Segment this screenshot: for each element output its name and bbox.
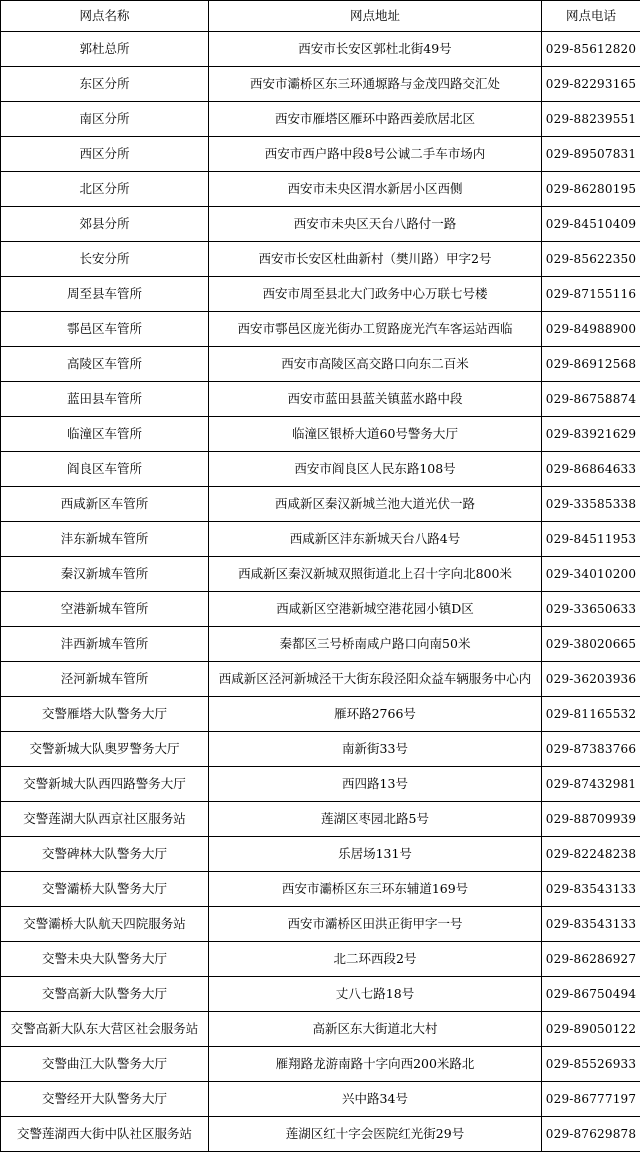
cell-address: 莲湖区枣园北路5号 <box>209 802 542 837</box>
cell-address: 西咸新区秦汉新城兰池大道光伏一路 <box>209 487 542 522</box>
table-row <box>1 137 640 172</box>
table-row <box>1 102 640 137</box>
table-header <box>1 1 640 32</box>
cell-address: 西咸新区秦汉新城双照街道北上召十字向北800米 <box>209 557 542 592</box>
table-row <box>1 32 640 67</box>
table-row <box>1 1117 640 1152</box>
cell-name: 蓝田县车管所 <box>1 382 209 417</box>
cell-address: 西安市雁塔区雁环中路西姜欣居北区 <box>209 102 542 137</box>
cell-address: 西咸新区泾河新城泾干大街东段泾阳众益车辆服务中心内 <box>209 662 542 697</box>
cell-phone: 029-83543133 <box>542 872 640 907</box>
table-row <box>1 942 640 977</box>
table-row <box>1 732 640 767</box>
cell-phone: 029-87432981 <box>542 767 640 802</box>
cell-address: 西安市阎良区人民东路108号 <box>209 452 542 487</box>
cell-name: 临潼区车管所 <box>1 417 209 452</box>
cell-name: 交警灞桥大队警务大厅 <box>1 872 209 907</box>
cell-address: 丈八七路18号 <box>209 977 542 1012</box>
cell-address: 雁环路2766号 <box>209 697 542 732</box>
cell-phone: 029-87629878 <box>542 1117 640 1152</box>
cell-address: 西安市周至县北大门政务中心万联七号楼 <box>209 277 542 312</box>
table-row <box>1 452 640 487</box>
table-row <box>1 522 640 557</box>
cell-phone: 029-34010200 <box>542 557 640 592</box>
table-row <box>1 767 640 802</box>
cell-name: 沣西新城车管所 <box>1 627 209 662</box>
cell-phone: 029-88709939 <box>542 802 640 837</box>
cell-name: 交警曲江大队警务大厅 <box>1 1047 209 1082</box>
table-row <box>1 557 640 592</box>
cell-name: 郭杜总所 <box>1 32 209 67</box>
cell-phone: 029-86286927 <box>542 942 640 977</box>
table-row <box>1 592 640 627</box>
cell-address: 西咸新区空港新城空港花园小镇D区 <box>209 592 542 627</box>
cell-name: 高陵区车管所 <box>1 347 209 382</box>
cell-name: 北区分所 <box>1 172 209 207</box>
cell-address: 兴中路34号 <box>209 1082 542 1117</box>
cell-name: 郊县分所 <box>1 207 209 242</box>
cell-address: 西安市蓝田县蓝关镇蓝水路中段 <box>209 382 542 417</box>
cell-name: 泾河新城车管所 <box>1 662 209 697</box>
cell-phone: 029-84510409 <box>542 207 640 242</box>
cell-phone: 029-83921629 <box>542 417 640 452</box>
cell-address: 西安市未央区渭水新居小区西侧 <box>209 172 542 207</box>
header-address: 网点地址 <box>209 1 542 32</box>
cell-address: 西安市长安区郭杜北街49号 <box>209 32 542 67</box>
cell-name: 交警高新大队东大营区社会服务站 <box>1 1012 209 1047</box>
cell-phone: 029-85526933 <box>542 1047 640 1082</box>
cell-name: 周至县车管所 <box>1 277 209 312</box>
table-row <box>1 627 640 662</box>
cell-address: 临潼区银桥大道60号警务大厅 <box>209 417 542 452</box>
cell-phone: 029-86864633 <box>542 452 640 487</box>
table-row <box>1 382 640 417</box>
cell-name: 鄠邑区车管所 <box>1 312 209 347</box>
table-row <box>1 487 640 522</box>
cell-name: 交警未央大队警务大厅 <box>1 942 209 977</box>
cell-phone: 029-86912568 <box>542 347 640 382</box>
cell-phone: 029-86280195 <box>542 172 640 207</box>
cell-name: 交警雁塔大队警务大厅 <box>1 697 209 732</box>
cell-name: 长安分所 <box>1 242 209 277</box>
cell-address: 西安市长安区杜曲新村（樊川路）甲字2号 <box>209 242 542 277</box>
cell-address: 秦都区三号桥南咸户路口向南50米 <box>209 627 542 662</box>
table-row <box>1 802 640 837</box>
cell-phone: 029-86758874 <box>542 382 640 417</box>
cell-address: 西安市灞桥区东三环东辅道169号 <box>209 872 542 907</box>
cell-address: 西安市灞桥区田洪正街甲字一号 <box>209 907 542 942</box>
cell-phone: 029-88239551 <box>542 102 640 137</box>
table-row <box>1 1012 640 1047</box>
table-row <box>1 172 640 207</box>
cell-address: 西安市鄠邑区庞光街办工贸路庞光汽车客运站西临 <box>209 312 542 347</box>
cell-name: 沣东新城车管所 <box>1 522 209 557</box>
cell-name: 交警灞桥大队航天四院服务站 <box>1 907 209 942</box>
cell-phone: 029-86777197 <box>542 1082 640 1117</box>
cell-name: 交警高新大队警务大厅 <box>1 977 209 1012</box>
table-row <box>1 1047 640 1082</box>
cell-name: 交警新城大队奥罗警务大厅 <box>1 732 209 767</box>
table-row <box>1 207 640 242</box>
cell-address: 西安市西户路中段8号公诚二手车市场内 <box>209 137 542 172</box>
table-row <box>1 67 640 102</box>
table-row <box>1 417 640 452</box>
cell-address: 莲湖区红十字会医院红光街29号 <box>209 1117 542 1152</box>
cell-name: 交警莲湖大队西京社区服务站 <box>1 802 209 837</box>
cell-name: 西区分所 <box>1 137 209 172</box>
cell-address: 乐居场131号 <box>209 837 542 872</box>
table-row <box>1 347 640 382</box>
table-row <box>1 697 640 732</box>
table-row <box>1 312 640 347</box>
header-row <box>1 1 640 32</box>
cell-phone: 029-38020665 <box>542 627 640 662</box>
cell-address: 南新街33号 <box>209 732 542 767</box>
table-row <box>1 277 640 312</box>
table-body <box>1 32 640 1152</box>
cell-phone: 029-33650633 <box>542 592 640 627</box>
cell-phone: 029-87383766 <box>542 732 640 767</box>
cell-phone: 029-89507831 <box>542 137 640 172</box>
cell-address: 西四路13号 <box>209 767 542 802</box>
cell-phone: 029-85622350 <box>542 242 640 277</box>
cell-phone: 029-84511953 <box>542 522 640 557</box>
cell-address: 西安市高陵区高交路口向东二百米 <box>209 347 542 382</box>
cell-name: 西咸新区车管所 <box>1 487 209 522</box>
cell-name: 秦汉新城车管所 <box>1 557 209 592</box>
cell-address: 北二环西段2号 <box>209 942 542 977</box>
cell-phone: 029-83543133 <box>542 907 640 942</box>
table-row <box>1 242 640 277</box>
cell-phone: 029-81165532 <box>542 697 640 732</box>
cell-phone: 029-33585338 <box>542 487 640 522</box>
table-row <box>1 662 640 697</box>
cell-phone: 029-84988900 <box>542 312 640 347</box>
cell-phone: 029-85612820 <box>542 32 640 67</box>
cell-name: 南区分所 <box>1 102 209 137</box>
cell-address: 西咸新区沣东新城天台八路4号 <box>209 522 542 557</box>
cell-name: 阎良区车管所 <box>1 452 209 487</box>
table-row <box>1 977 640 1012</box>
cell-name: 交警新城大队西四路警务大厅 <box>1 767 209 802</box>
cell-name: 东区分所 <box>1 67 209 102</box>
cell-name: 空港新城车管所 <box>1 592 209 627</box>
table-row <box>1 1082 640 1117</box>
cell-phone: 029-86750494 <box>542 977 640 1012</box>
cell-name: 交警碑林大队警务大厅 <box>1 837 209 872</box>
table-row <box>1 872 640 907</box>
cell-phone: 029-36203936 <box>542 662 640 697</box>
cell-phone: 029-82293165 <box>542 67 640 102</box>
cell-name: 交警经开大队警务大厅 <box>1 1082 209 1117</box>
table-row <box>1 907 640 942</box>
header-phone: 网点电话 <box>542 1 640 32</box>
header-name: 网点名称 <box>1 1 209 32</box>
cell-phone: 029-82248238 <box>542 837 640 872</box>
cell-address: 雁翔路龙游南路十字向西200米路北 <box>209 1047 542 1082</box>
table-row <box>1 837 640 872</box>
cell-address: 西安市灞桥区东三环通塬路与金茂四路交汇处 <box>209 67 542 102</box>
cell-phone: 029-89050122 <box>542 1012 640 1047</box>
cell-address: 西安市未央区天台八路付一路 <box>209 207 542 242</box>
cell-phone: 029-87155116 <box>542 277 640 312</box>
cell-name: 交警莲湖西大街中队社区服务站 <box>1 1117 209 1152</box>
cell-address: 高新区东大街道北大村 <box>209 1012 542 1047</box>
